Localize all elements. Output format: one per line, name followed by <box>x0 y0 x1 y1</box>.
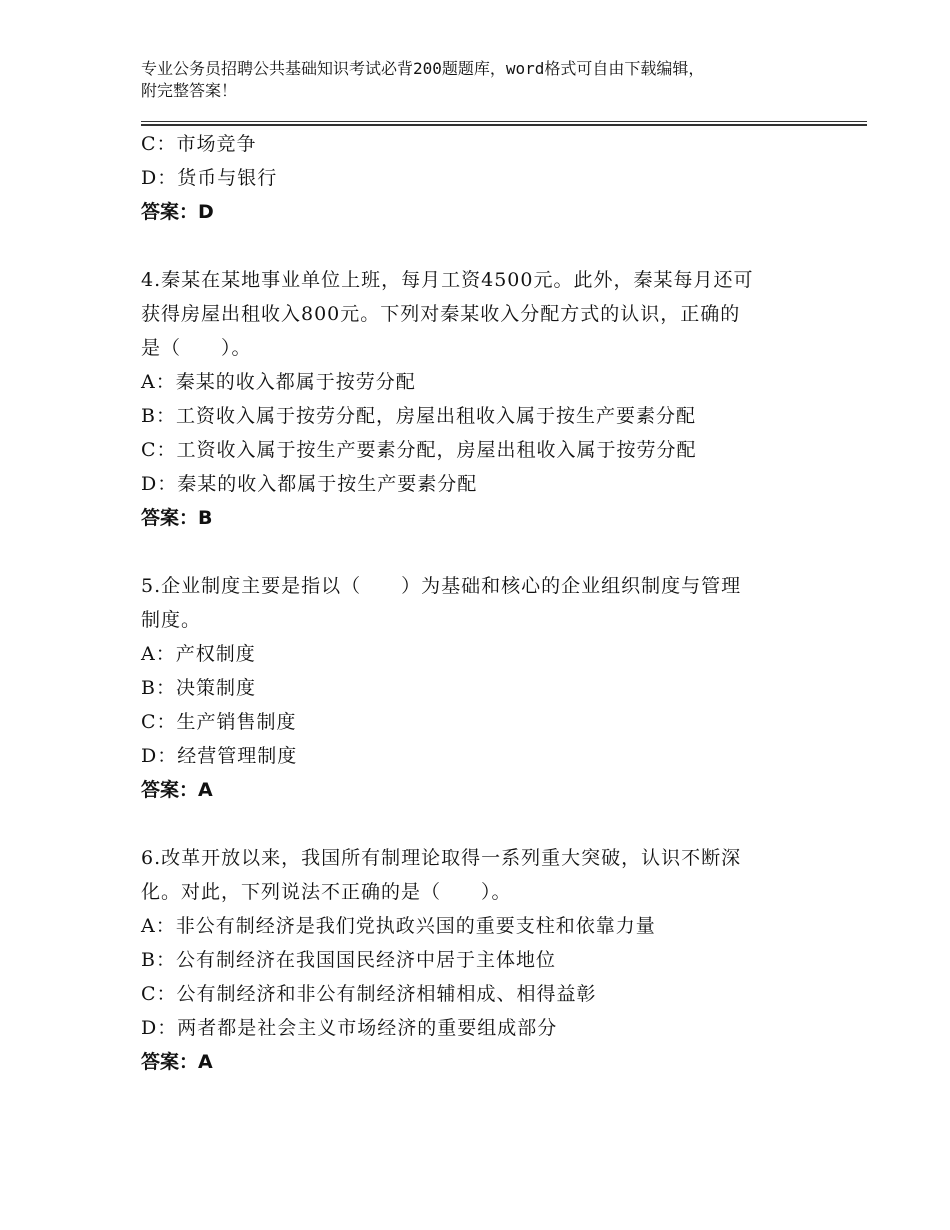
question-5 <box>141 569 821 807</box>
option-a: A：产权制度 <box>141 643 256 665</box>
option-d: D：秦某的收入都属于按生产要素分配 <box>141 473 478 495</box>
answer-label: 答案：A <box>141 779 213 801</box>
question-stem: 制度。 <box>141 609 202 631</box>
spacer <box>141 229 821 263</box>
question-stem: 是（ ）。 <box>141 337 252 359</box>
header-line-2: 附完整答案！ <box>141 81 238 100</box>
question-stem: 6.改革开放以来，我国所有制理论取得一系列重大突破，认识不断深 <box>141 847 742 869</box>
question-3-partial <box>141 127 821 229</box>
option-a: A：秦某的收入都属于按劳分配 <box>141 371 416 393</box>
question-6 <box>141 841 821 1079</box>
option-c: C：工资收入属于按生产要素分配，房屋出租收入属于按劳分配 <box>141 439 697 461</box>
option-d: D：经营管理制度 <box>141 745 298 767</box>
option-c: C：公有制经济和非公有制经济相辅相成、相得益彰 <box>141 983 597 1005</box>
spacer <box>141 535 821 569</box>
question-4 <box>141 263 821 535</box>
option-b: B：公有制经济在我国国民经济中居于主体地位 <box>141 949 556 971</box>
option-b: B：决策制度 <box>141 677 256 699</box>
answer-label: 答案：D <box>141 201 214 223</box>
header-line-1: 专业公务员招聘公共基础知识考试必背200题题库，word格式可自由下载编辑， <box>141 59 705 78</box>
spacer <box>141 807 821 841</box>
option-a: A：非公有制经济是我们党执政兴国的重要支柱和依靠力量 <box>141 915 656 937</box>
answer-label: 答案：A <box>141 1051 213 1073</box>
question-stem: 5.企业制度主要是指以（ ）为基础和核心的企业组织制度与管理 <box>141 575 742 597</box>
option-d: D：货币与银行 <box>141 167 278 189</box>
option-c: C：生产销售制度 <box>141 711 297 733</box>
question-stem: 化。对此，下列说法不正确的是（ ）。 <box>141 881 512 903</box>
question-list <box>141 127 821 1079</box>
question-stem: 4.秦某在某地事业单位上班，每月工资4500元。此外，秦某每月还可 <box>141 269 754 291</box>
option-b: B：工资收入属于按劳分配，房屋出租收入属于按生产要素分配 <box>141 405 696 427</box>
option-d: D：两者都是社会主义市场经济的重要组成部分 <box>141 1017 558 1039</box>
option-c: C：市场竞争 <box>141 133 257 155</box>
question-stem: 获得房屋出租收入800元。下列对秦某收入分配方式的认识，正确的 <box>141 303 741 325</box>
header-divider-thick <box>141 124 867 126</box>
answer-label: 答案：B <box>141 507 213 529</box>
header-divider <box>141 121 867 122</box>
page-header <box>141 58 841 102</box>
